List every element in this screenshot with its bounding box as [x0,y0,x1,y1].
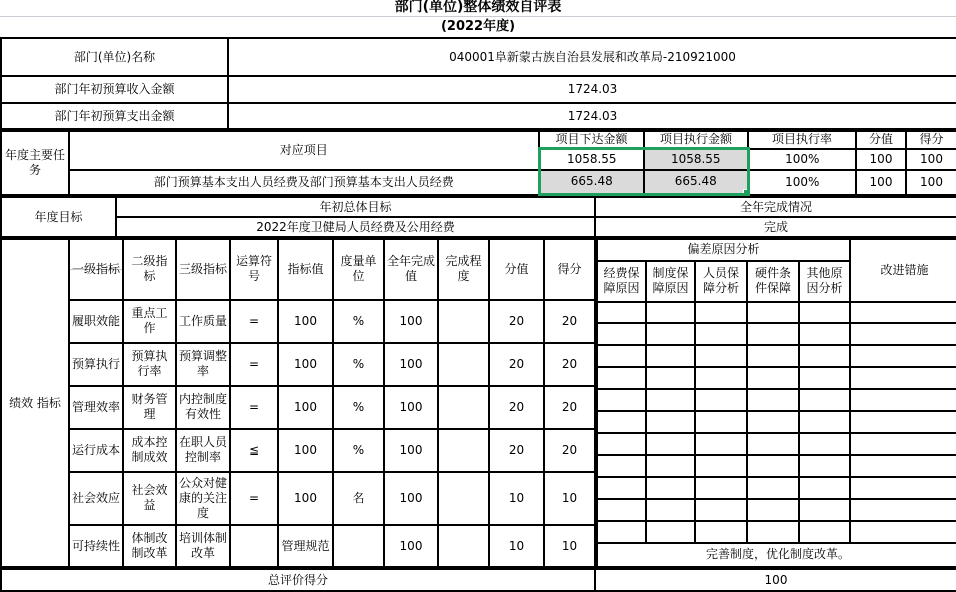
improvement-empty-cell[interactable] [850,345,956,367]
deviation-empty-cell[interactable] [597,499,646,521]
deviation-empty-cell[interactable] [646,389,695,411]
improvement-note-cell[interactable]: 完善制度，优化制度改革。 [597,543,956,567]
executed-amount-cell[interactable]: 1058.55 [644,149,748,170]
deviation-empty-cell[interactable] [747,302,799,324]
indicator-header-cell: 得分 [544,239,595,300]
indicator-header-cell: 运算符号 [230,239,278,300]
improvement-empty-cell[interactable] [850,477,956,499]
deviation-empty-cell[interactable] [597,345,646,367]
deviation-empty-cell[interactable] [695,411,747,433]
deviation-empty-cell[interactable] [695,367,747,389]
deviation-empty-cell[interactable] [597,389,646,411]
indicator-l3-cell[interactable]: 预算调整率 [176,343,230,386]
target-value-cell[interactable]: 100 [278,386,333,429]
department-info-table [0,37,956,130]
deviation-empty-cell[interactable] [747,411,799,433]
deviation-subheader-cell: 经费保障原因 [597,261,646,302]
selection-fill-handle[interactable] [743,189,749,195]
deviation-empty-cell[interactable] [799,433,850,455]
operator-cell[interactable]: ≦ [230,429,278,472]
indicator-header-cell: 二级指标 [123,239,176,300]
task-section-label-cell: 年度主要任务 [1,131,69,195]
deviation-empty-cell[interactable] [646,433,695,455]
deviation-empty-cell[interactable] [646,411,695,433]
deviation-empty-cell[interactable] [747,521,799,543]
goal-section-label-cell: 年度目标 [1,197,116,237]
score-cell[interactable]: 100 [906,170,956,195]
score-cell[interactable]: 10 [544,472,595,525]
completed-value-cell[interactable]: 100 [384,343,438,386]
indicator-l3-cell[interactable]: 工作质量 [176,300,230,343]
info-row-value-cell[interactable]: 1724.03 [228,103,956,129]
score-cell[interactable]: 100 [906,149,956,170]
unit-cell[interactable]: % [333,386,384,429]
deviation-empty-cell[interactable] [799,455,850,477]
indicator-l3-cell[interactable]: 在职人员控制率 [176,429,230,472]
score-cell[interactable]: 20 [544,300,595,343]
points-cell[interactable]: 10 [489,525,544,567]
performance-section-label-cell: 绩效 指标 [1,239,69,567]
execution-rate-cell[interactable]: 100% [748,149,856,170]
points-cell[interactable]: 20 [489,300,544,343]
indicator-header-cell: 三级指标 [176,239,230,300]
deviation-empty-cell[interactable] [597,521,646,543]
improvement-header-cell: 改进错施 [850,239,956,302]
indicator-l3-cell[interactable]: 内控制度有效性 [176,386,230,429]
degree-cell[interactable] [438,300,489,343]
completed-value-cell[interactable]: 100 [384,300,438,343]
amount-header-cell: 项目下达金额 [539,131,644,149]
deviation-empty-cell[interactable] [597,455,646,477]
total-score-label-cell: 总评价得分 [1,569,595,591]
total-score-table [0,568,956,592]
indicator-l3-cell[interactable]: 培训体制改革 [176,525,230,567]
deviation-empty-cell[interactable] [597,302,646,324]
unit-cell[interactable]: % [333,300,384,343]
annual-goal-table [0,196,956,238]
info-row-value-cell[interactable]: 1724.03 [228,76,956,103]
points-cell[interactable]: 20 [489,386,544,429]
unit-cell[interactable] [333,525,384,567]
deviation-empty-cell[interactable] [646,302,695,324]
improvement-empty-cell[interactable] [850,411,956,433]
deviation-empty-cell[interactable] [646,499,695,521]
corresponding-project-cell: 对应项目 [69,131,539,170]
deviation-empty-cell[interactable] [747,499,799,521]
operator-cell[interactable]: = [230,343,278,386]
deviation-empty-cell[interactable] [695,389,747,411]
score-cell[interactable]: 10 [544,525,595,567]
deviation-empty-cell[interactable] [646,455,695,477]
indicator-header-cell: 指标值 [278,239,333,300]
indicator-header-cell: 分值 [489,239,544,300]
points-cell[interactable]: 10 [489,472,544,525]
deviation-empty-cell[interactable] [695,521,747,543]
target-value-cell[interactable]: 管理规范 [278,525,333,567]
deviation-empty-cell[interactable] [799,389,850,411]
score-cell[interactable]: 20 [544,386,595,429]
issued-amount-cell[interactable]: 665.48 [539,170,644,195]
indicator-l1-cell[interactable]: 管理效率 [69,386,123,429]
deviation-empty-cell[interactable] [646,323,695,345]
deviation-empty-cell[interactable] [747,345,799,367]
deviation-subheader-cell: 人员保障分析 [695,261,747,302]
score-cell[interactable]: 20 [544,343,595,386]
deviation-empty-cell[interactable] [799,323,850,345]
improvement-empty-cell[interactable] [850,455,956,477]
initial-goal-cell[interactable]: 2022年度卫健局人员经费及公用经费 [116,217,595,237]
deviation-empty-cell[interactable] [799,411,850,433]
deviation-empty-cell[interactable] [695,345,747,367]
deviation-empty-cell[interactable] [597,411,646,433]
indicator-l2-cell[interactable]: 重点工作 [123,300,176,343]
target-value-cell[interactable]: 100 [278,429,333,472]
completion-header-cell: 全年完成情况 [595,197,956,217]
deviation-empty-cell[interactable] [695,433,747,455]
improvement-empty-cell[interactable] [850,302,956,324]
improvement-empty-cell[interactable] [850,433,956,455]
info-row-label-cell: 部门(单位)名称 [1,38,228,76]
indicator-l1-cell[interactable]: 履职效能 [69,300,123,343]
deviation-empty-cell[interactable] [646,367,695,389]
execution-rate-cell[interactable]: 100% [748,170,856,195]
deviation-subheader-cell: 硬件条件保障 [747,261,799,302]
deviation-empty-cell[interactable] [799,477,850,499]
initial-goal-header-cell: 年初总体目标 [116,197,595,217]
deviation-empty-cell[interactable] [597,367,646,389]
points-header-cell: 分值 [856,131,906,149]
page-subtitle: (2022年度) [440,19,516,34]
page-title: 部门(单位)整体绩效自评表 [0,0,956,17]
deviation-empty-cell[interactable] [597,433,646,455]
deviation-empty-cell[interactable] [747,389,799,411]
executed-amount-cell[interactable]: 665.48 [644,170,748,195]
performance-indicator-table [0,238,596,568]
deviation-empty-cell[interactable] [747,455,799,477]
performance-section [0,238,956,568]
indicator-header-cell: 度量单位 [333,239,384,300]
degree-cell[interactable] [438,429,489,472]
score-cell[interactable]: 20 [544,429,595,472]
deviation-empty-cell[interactable] [695,477,747,499]
deviation-empty-cell[interactable] [799,302,850,324]
task-name-cell[interactable]: 部门预算基本支出人员经费及部门预算基本支出人员经费 [69,170,539,195]
unit-cell[interactable]: % [333,429,384,472]
deviation-empty-cell[interactable] [646,345,695,367]
improvement-empty-cell[interactable] [850,499,956,521]
operator-cell[interactable]: = [230,300,278,343]
improvement-empty-cell[interactable] [850,323,956,345]
deviation-empty-cell[interactable] [597,477,646,499]
annual-tasks-table [0,130,956,196]
indicator-l1-cell[interactable]: 预算执行 [69,343,123,386]
amount-header-cell: 项目执行金额 [644,131,748,149]
deviation-empty-cell[interactable] [799,367,850,389]
degree-cell[interactable] [438,343,489,386]
total-score-value-cell[interactable]: 100 [595,569,956,591]
indicator-l2-cell[interactable]: 成本控制成效 [123,429,176,472]
points-cell[interactable]: 100 [856,170,906,195]
indicator-l2-cell[interactable]: 财务管理 [123,386,176,429]
completed-value-cell[interactable]: 100 [384,429,438,472]
deviation-analysis-header-cell: 偏差原因分析 [597,239,850,261]
indicator-header-cell: 全年完成值 [384,239,438,300]
indicator-l2-cell[interactable]: 社会效益 [123,472,176,525]
operator-cell[interactable] [230,525,278,567]
deviation-subheader-cell: 其他原因分析 [799,261,850,302]
degree-cell[interactable] [438,472,489,525]
deviation-empty-cell[interactable] [695,499,747,521]
points-cell[interactable]: 20 [489,343,544,386]
unit-cell[interactable]: 名 [333,472,384,525]
deviation-empty-cell[interactable] [646,521,695,543]
points-cell[interactable]: 20 [489,429,544,472]
score-header-cell: 得分 [906,131,956,149]
indicator-l2-cell[interactable]: 体制改制改革 [123,525,176,567]
issued-amount-cell[interactable]: 1058.55 [539,149,644,170]
indicator-l3-cell[interactable]: 公众对健康的关注度 [176,472,230,525]
info-row-label-cell: 部门年初预算收入金额 [1,76,228,103]
deviation-empty-cell[interactable] [646,477,695,499]
deviation-empty-cell[interactable] [597,323,646,345]
completed-value-cell[interactable]: 100 [384,525,438,567]
deviation-subheader-cell: 制度保障原因 [646,261,695,302]
unit-cell[interactable]: % [333,343,384,386]
completed-value-cell[interactable]: 100 [384,472,438,525]
indicator-l1-cell[interactable]: 可持续性 [69,525,123,567]
degree-cell[interactable] [438,386,489,429]
deviation-empty-cell[interactable] [747,433,799,455]
points-cell[interactable]: 100 [856,149,906,170]
deviation-empty-cell[interactable] [695,302,747,324]
operator-cell[interactable]: = [230,386,278,429]
deviation-empty-cell[interactable] [747,367,799,389]
degree-cell[interactable] [438,525,489,567]
deviation-empty-cell[interactable] [695,455,747,477]
deviation-analysis-table [596,238,956,568]
improvement-empty-cell[interactable] [850,521,956,543]
indicator-l1-cell[interactable]: 运行成本 [69,429,123,472]
indicator-l1-cell[interactable]: 社会效应 [69,472,123,525]
deviation-empty-cell[interactable] [695,323,747,345]
info-row-value-cell[interactable]: 040001阜新蒙古族自治县发展和改革局-210921000 [228,38,956,76]
deviation-empty-cell[interactable] [747,477,799,499]
deviation-empty-cell[interactable] [799,521,850,543]
info-row-label-cell: 部门年初预算支出金额 [1,103,228,129]
target-value-cell[interactable]: 100 [278,343,333,386]
indicator-header-cell: 一级指标 [69,239,123,300]
target-value-cell[interactable]: 100 [278,472,333,525]
completed-value-cell[interactable]: 100 [384,386,438,429]
indicator-header-cell: 完成程度 [438,239,489,300]
improvement-empty-cell[interactable] [850,389,956,411]
deviation-empty-cell[interactable] [799,499,850,521]
completion-status-cell[interactable]: 完成 [595,217,956,237]
operator-cell[interactable]: = [230,472,278,525]
target-value-cell[interactable]: 100 [278,300,333,343]
deviation-empty-cell[interactable] [747,323,799,345]
indicator-l2-cell[interactable]: 预算执行率 [123,343,176,386]
deviation-empty-cell[interactable] [799,345,850,367]
improvement-empty-cell[interactable] [850,367,956,389]
rate-header-cell: 项目执行率 [748,131,856,149]
